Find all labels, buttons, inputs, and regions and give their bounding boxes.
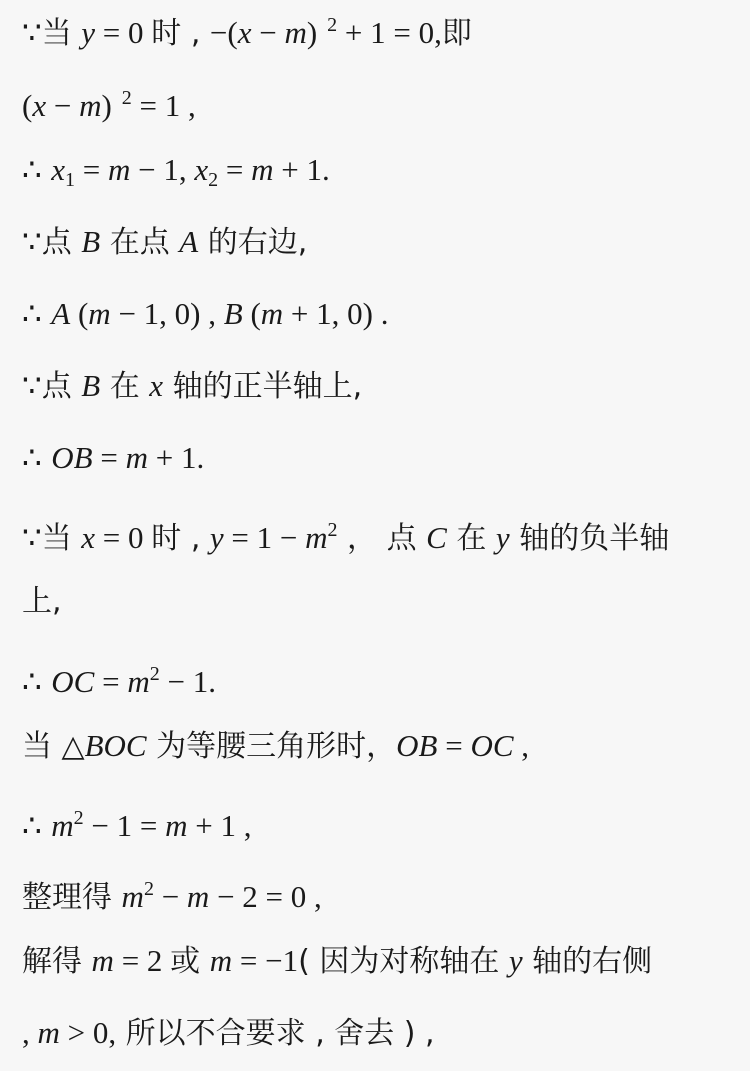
solution-line-2: (x − m) $^2$ = 1 , — [22, 87, 196, 123]
solution-line-1: ∵当 y = 0 时 , −(x − m) $^2$ + 1 = 0,即 — [22, 14, 472, 51]
solution-line-6: ∵点 B 在 x 轴的正半轴上, — [22, 368, 363, 404]
solution-line-3: ∴ $x_1 = m - 1$, $x_2 = m + 1$. — [22, 152, 330, 191]
solution-line-12: ∴ $m^2 - 1 = m + 1$ , — [22, 807, 252, 843]
solution-line-8: ∵当 x = 0 时 , $y = 1 - m^2$ ， 点 C 在 y 轴的负半轴 — [22, 519, 670, 556]
solution-line-13: 整理得 $m^2 - m - 2 = 0$ , — [22, 878, 322, 915]
solution-line-11: 当 △BOC 为等腰三角形时，OB = OC , — [22, 728, 530, 764]
solution-line-15: , m > 0, 所以不合要求 , 舍去 ) , — [22, 1015, 435, 1051]
solution-line-10: ∴ OC = $m^2 - 1$. — [22, 663, 216, 699]
solution-line-7: ∴ OB = m + 1. — [22, 440, 205, 475]
solution-line-5: ∴ A (m − 1, 0) , B (m + 1, 0) . — [22, 296, 389, 331]
solution-line-4: ∵点 B 在点 A 的右边, — [22, 224, 308, 260]
solution-line-14: 解得 m = 2 或 m = −1( 因为对称轴在 y 轴的右侧 — [22, 943, 653, 979]
solution-line-9: 上, — [22, 584, 62, 619]
